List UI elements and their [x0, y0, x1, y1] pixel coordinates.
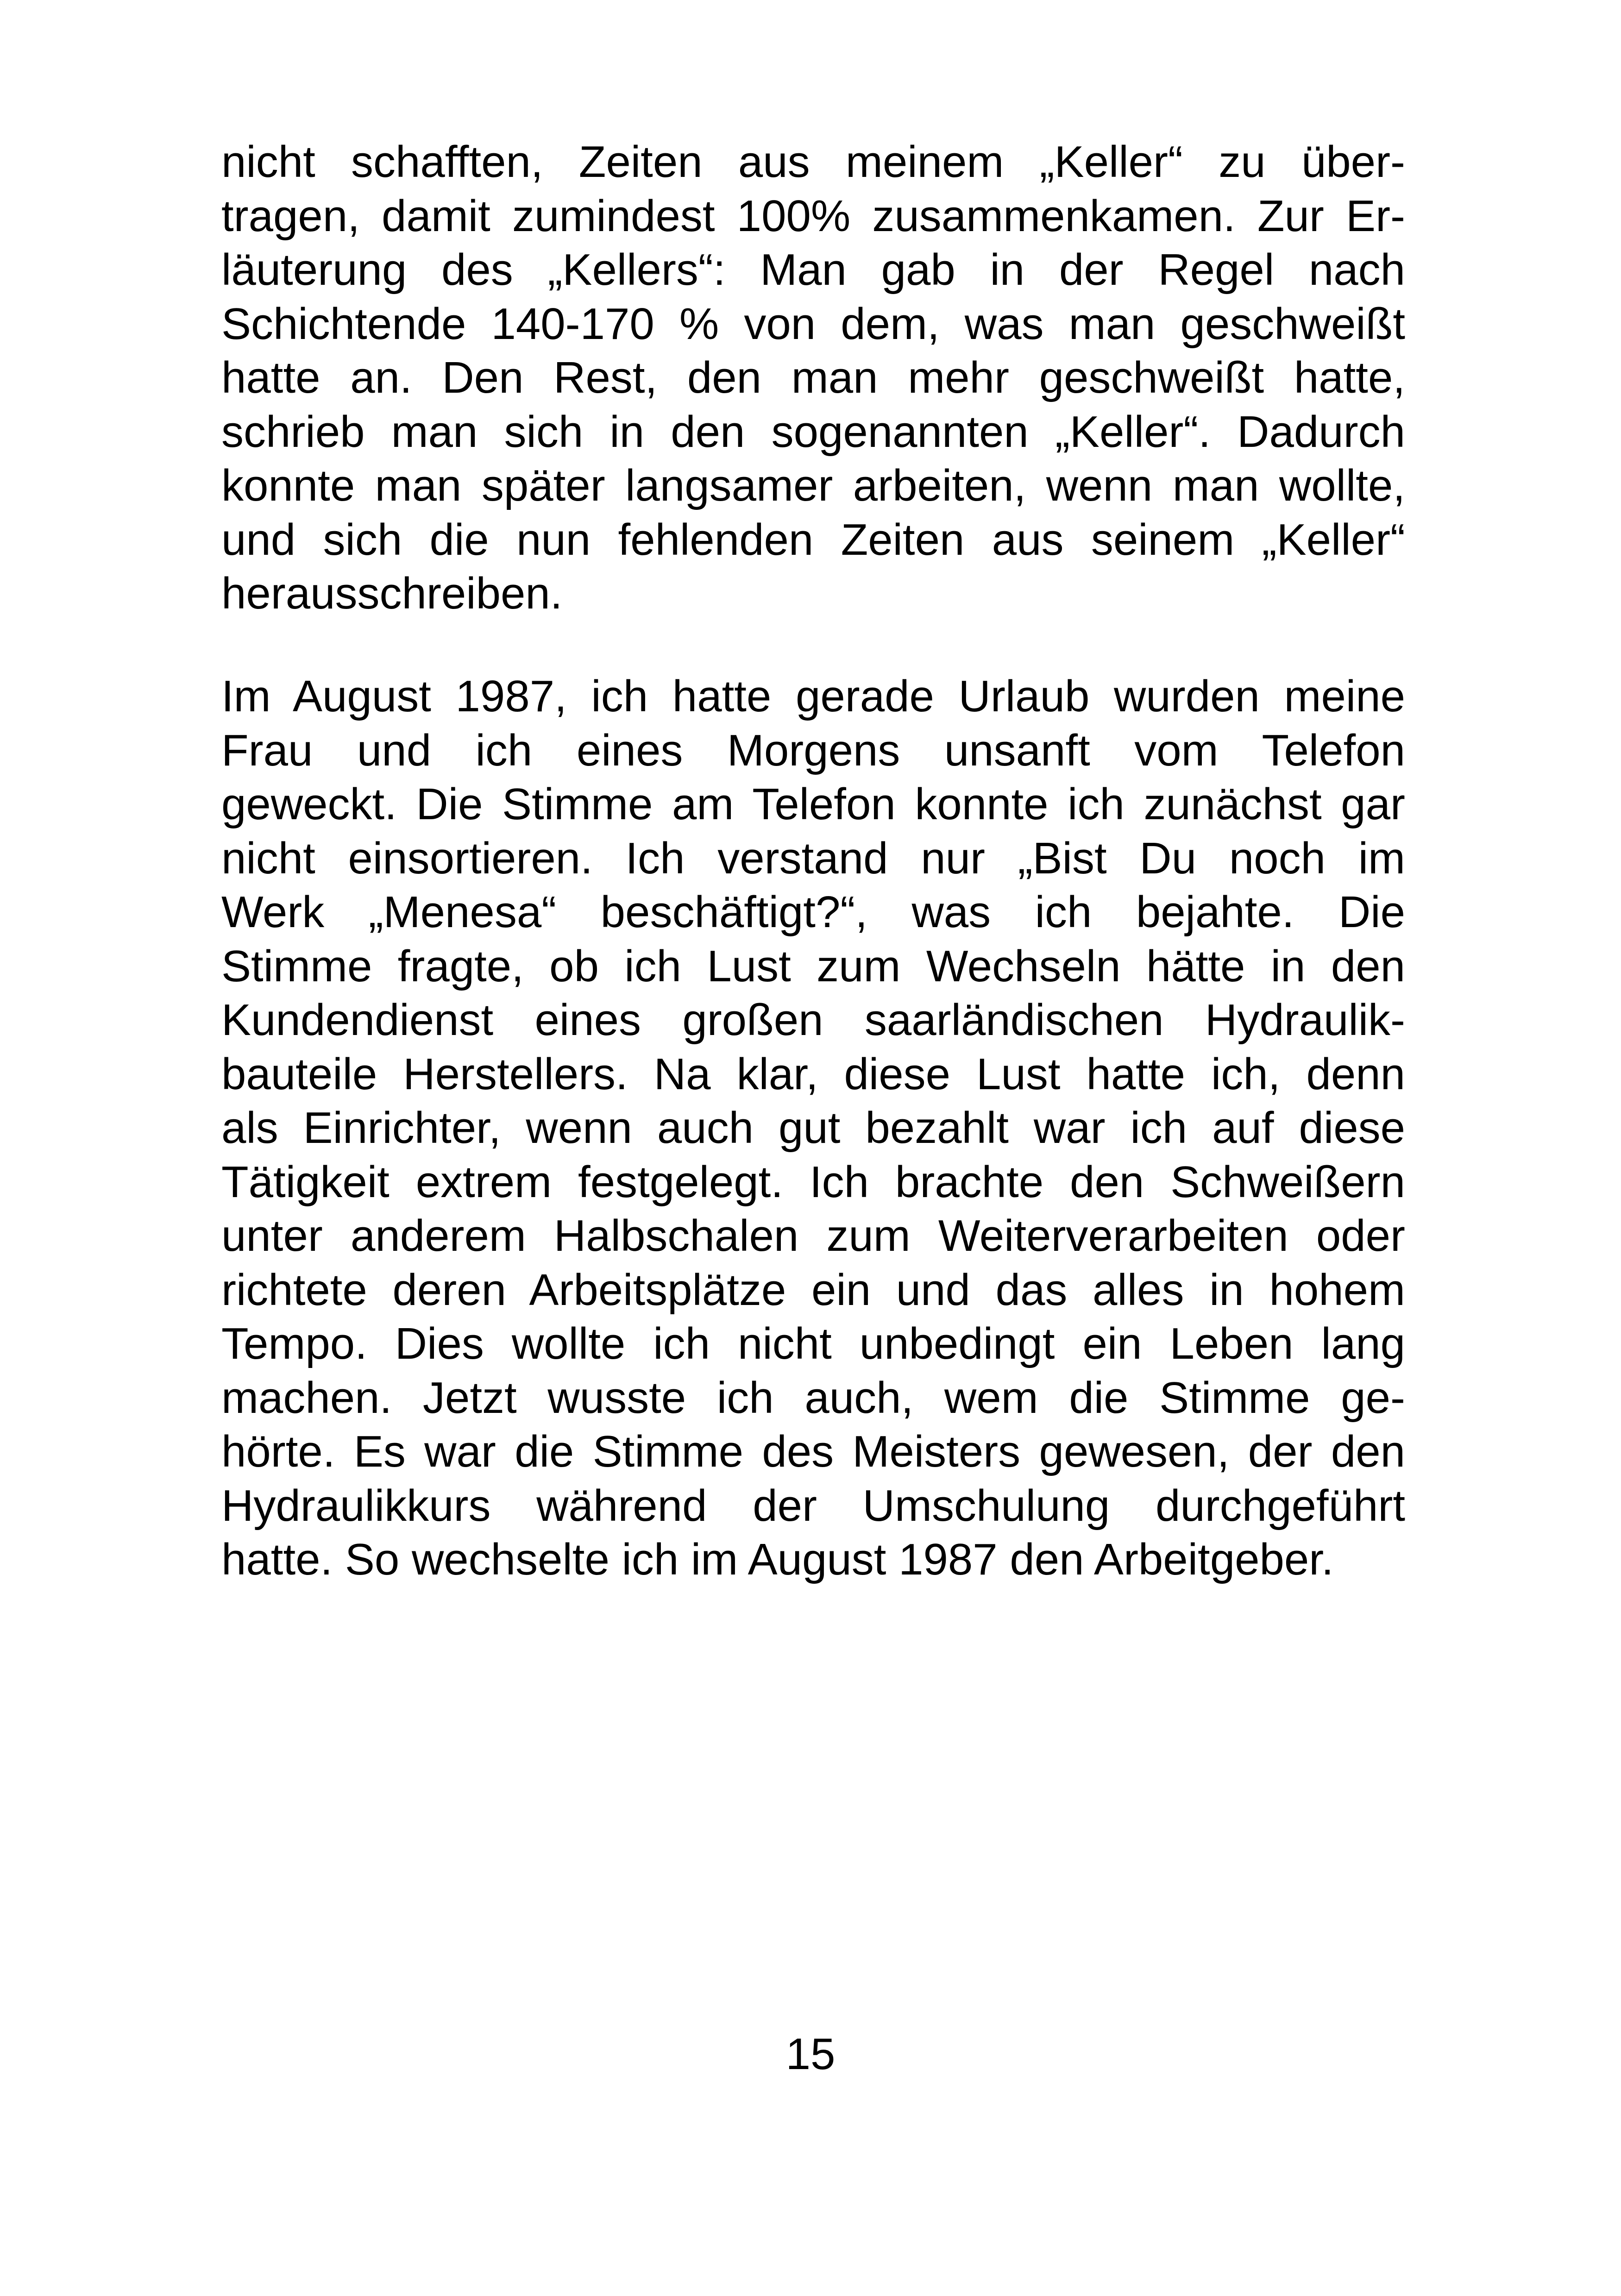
paragraph-line: Stimme fragte, ob ich Lust zum Wechseln hätte in den — [221, 941, 1405, 991]
paragraph-line: Frau und ich eines Morgens unsanft vom Telefon — [221, 725, 1405, 775]
paragraph-line: Kundendienst eines großen saarländischen Hydraulik- — [221, 995, 1405, 1045]
paragraph-line: schrieb man sich in den sogenannten „Keller“. Dadurch — [221, 407, 1405, 457]
paragraph-line: nicht einsortieren. Ich verstand nur „Bist Du noch im — [221, 833, 1405, 883]
paragraph-line: herausschreiben. — [221, 569, 563, 618]
paragraph-line: als Einrichter, wenn auch gut bezahlt war ich auf diese — [221, 1103, 1405, 1153]
paragraph-2 — [221, 670, 1405, 1587]
paragraph-line: Tätigkeit extrem festgelegt. Ich brachte den Schweißern — [221, 1157, 1405, 1207]
paragraph-line: unter anderem Halbschalen zum Weiterverarbeiten oder — [221, 1211, 1405, 1261]
paragraph-line: konnte man später langsamer arbeiten, wenn man wollte, — [221, 461, 1405, 510]
paragraph-line: bauteile Herstellers. Na klar, diese Lust hatte ich, denn — [221, 1049, 1405, 1099]
paragraph-line: machen. Jetzt wusste ich auch, wem die Stimme ge- — [221, 1373, 1405, 1423]
paragraph-line: richtete deren Arbeitsplätze ein und das alles in hohem — [221, 1265, 1405, 1315]
paragraph-line: hatte an. Den Rest, den man mehr geschweißt hatte, — [221, 353, 1405, 402]
paragraph-line: Im August 1987, ich hatte gerade Urlaub wurden meine — [221, 671, 1405, 721]
paragraph-line: nicht schafften, Zeiten aus meinem „Keller“ zu über- — [221, 137, 1405, 187]
paragraph-line: hörte. Es war die Stimme des Meisters gewesen, der den — [221, 1427, 1405, 1476]
paragraph-line: tragen, damit zumindest 100% zusammenkamen. Zur Er- — [221, 191, 1405, 241]
paragraph-line: Werk „Menesa“ beschäftigt?“, was ich bejahte. Die — [221, 887, 1405, 937]
paragraph-line: läuterung des „Kellers“: Man gab in der Regel nach — [221, 245, 1405, 295]
paragraph-line: und sich die nun fehlenden Zeiten aus seinem „Keller“ — [221, 514, 1405, 565]
paragraph-line: Hydraulikkurs während der Umschulung durchgeführt — [221, 1480, 1405, 1531]
page-number: 15 — [785, 2029, 836, 2079]
paragraph-line: Schichtende 140-170 % von dem, was man geschweißt — [221, 299, 1405, 349]
paragraph-line: geweckt. Die Stimme am Telefon konnte ich zunächst gar — [221, 779, 1405, 829]
paragraph-line: hatte. So wechselte ich im August 1987 den Arbeitgeber. — [221, 1535, 1334, 1584]
paragraph-line: Tempo. Dies wollte ich nicht unbedingt ein Leben lang — [221, 1319, 1405, 1368]
paragraph-1 — [221, 135, 1405, 621]
